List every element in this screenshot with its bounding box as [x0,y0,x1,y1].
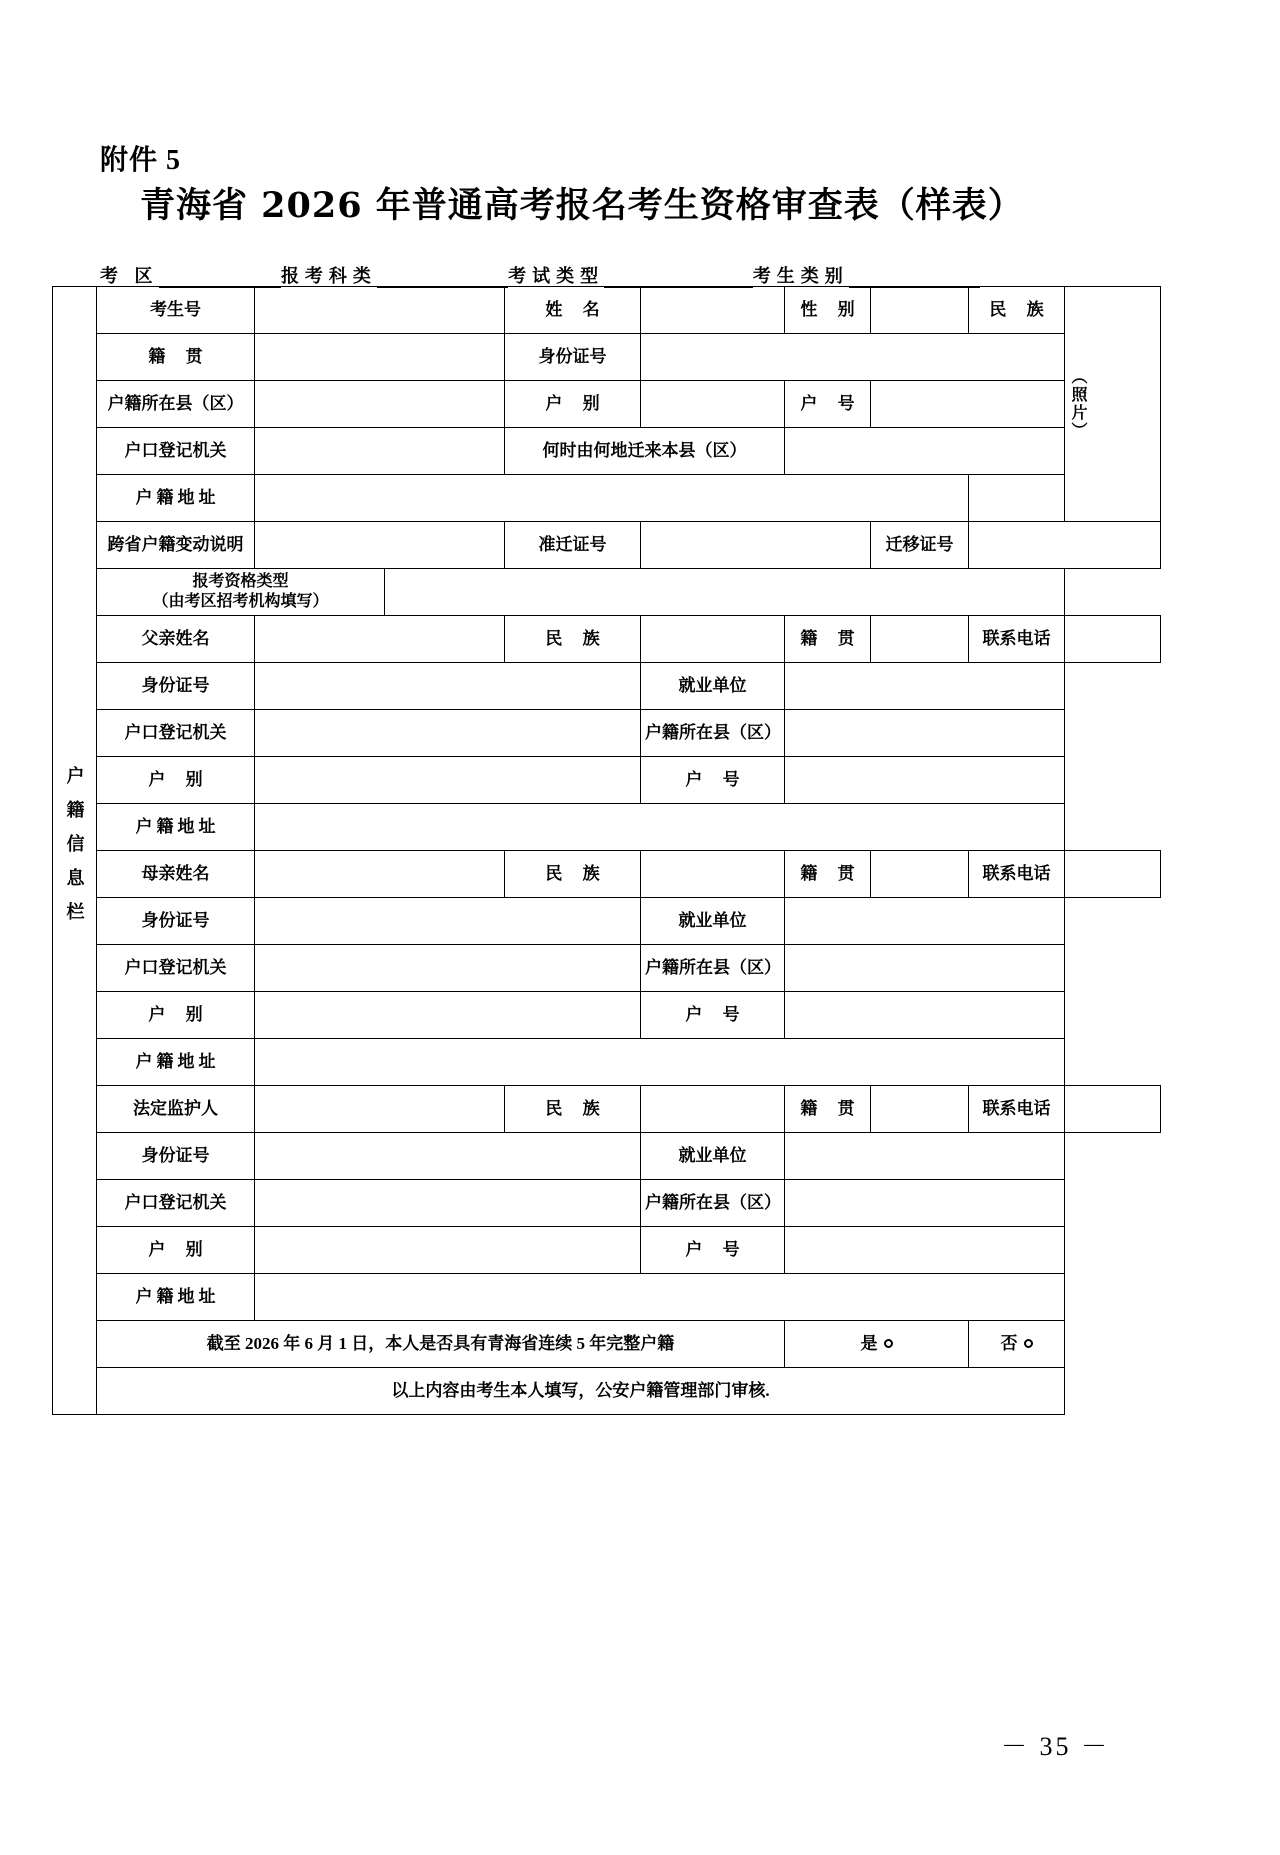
input-mother-id-number[interactable] [255,898,641,945]
label-mother-hukou-county: 户籍所在县（区） [641,945,785,992]
side-label-hukou-info [53,287,97,1415]
label-transfer-permit-number: 准迁证号 [505,522,641,569]
field-label-exam-type: 考试类型 [508,266,605,286]
label-father-employer: 就业单位 [641,663,785,710]
table-row [53,1227,1161,1274]
input-father-ethnicity[interactable] [641,616,785,663]
input-father-registry-office[interactable] [255,710,641,757]
field-label-subject-category: 报考科类 [280,266,377,286]
label-mother-name: 母亲姓名 [97,851,255,898]
input-mother-registry-office[interactable] [255,945,641,992]
label-father-ethnicity: 民 族 [505,616,641,663]
input-examinee-number[interactable] [255,287,505,334]
label-hukou-number: 户 号 [785,381,871,428]
photo-label: （照片） [1069,368,1086,440]
input-mother-hukou-type[interactable] [255,992,641,1039]
label-native-place: 籍 贯 [97,334,255,381]
input-hukou-county[interactable] [255,381,505,428]
label-mother-hukou-number: 户 号 [641,992,785,1039]
label-guardian-native-place: 籍 贯 [785,1086,871,1133]
label-guardian-hukou-county: 户籍所在县（区） [641,1180,785,1227]
label-guardian-id-number: 身份证号 [97,1133,255,1180]
input-guardian-hukou-type[interactable] [255,1227,641,1274]
label-father-registry-office: 户口登记机关 [97,710,255,757]
table-row [53,1274,1161,1321]
confirmation-yes-label: 是 [860,1334,878,1354]
table-row [53,710,1161,757]
radio-circle-icon[interactable] [884,1339,893,1348]
table-row [53,898,1161,945]
label-hukou-county: 户籍所在县（区） [97,381,255,428]
label-hukou-address: 户籍地址 [97,475,255,522]
label-guardian-hukou-type: 户 别 [97,1227,255,1274]
input-native-place[interactable] [255,334,505,381]
label-ethnicity: 民 族 [969,287,1065,334]
input-cross-province-change[interactable] [255,522,505,569]
label-registry-office: 户口登记机关 [97,428,255,475]
table-row [53,381,1161,428]
input-father-name[interactable] [255,616,505,663]
table-row [53,287,1161,334]
table-row [53,992,1161,1039]
field-label-exam-district: 考 区 [100,266,159,286]
input-guardian-name[interactable] [255,1086,505,1133]
input-migration-certificate-number[interactable] [969,522,1161,569]
input-mother-hukou-number[interactable] [785,992,1065,1039]
table-row [53,1133,1161,1180]
table-row [53,522,1161,569]
input-mother-name[interactable] [255,851,505,898]
input-mother-phone[interactable] [1065,851,1161,898]
qualification-review-table [52,286,1161,1415]
label-gender: 性 别 [785,287,871,334]
input-hukou-number[interactable] [871,381,1065,428]
input-guardian-hukou-address[interactable] [255,1274,1065,1321]
label-mother-phone: 联系电话 [969,851,1065,898]
input-guardian-phone[interactable] [1065,1086,1161,1133]
label-guardian-hukou-number: 户 号 [641,1227,785,1274]
label-guardian-employer: 就业单位 [641,1133,785,1180]
confirmation-yes-option[interactable] [785,1321,969,1368]
table-row [53,334,1161,381]
input-father-native-place[interactable] [871,616,969,663]
input-guardian-registry-office[interactable] [255,1180,641,1227]
table-row [53,475,1161,522]
label-guardian-ethnicity: 民 族 [505,1086,641,1133]
input-father-employer[interactable] [785,663,1065,710]
table-row [53,851,1161,898]
input-moved-in[interactable] [785,428,1065,475]
input-transfer-permit-number[interactable] [641,522,871,569]
label-guardian-registry-office: 户口登记机关 [97,1180,255,1227]
label-guardian-hukou-address: 户籍地址 [97,1274,255,1321]
table-row [53,1039,1161,1086]
table-row [53,569,1161,616]
label-mother-employer: 就业单位 [641,898,785,945]
input-registry-office[interactable] [255,428,505,475]
label-mother-ethnicity: 民 族 [505,851,641,898]
label-moved-in: 何时由何地迁来本县（区） [505,428,785,475]
label-mother-native-place: 籍 贯 [785,851,871,898]
input-name[interactable] [641,287,785,334]
page-number: － 35 － [1000,1732,1110,1761]
label-qualification-type [97,569,385,616]
input-hukou-address[interactable] [255,475,969,522]
input-mother-native-place[interactable] [871,851,969,898]
table-row [53,1321,1161,1368]
input-father-phone[interactable] [1065,616,1161,663]
confirmation-no-label: 否 [1000,1334,1018,1354]
label-qualification-type-line2: （由考区招考机构填写） [152,593,329,610]
label-id-number: 身份证号 [505,334,641,381]
input-mother-ethnicity[interactable] [641,851,785,898]
input-father-hukou-county[interactable] [785,710,1065,757]
field-label-candidate-category: 考生类别 [752,266,849,286]
input-mother-hukou-county[interactable] [785,945,1065,992]
input-mother-hukou-address[interactable] [255,1039,1065,1086]
input-guardian-hukou-county[interactable] [785,1180,1065,1227]
side-label-text: 户籍信息栏 [64,765,85,936]
label-father-native-place: 籍 贯 [785,616,871,663]
label-father-hukou-number: 户 号 [641,757,785,804]
label-mother-registry-office: 户口登记机关 [97,945,255,992]
label-mother-id-number: 身份证号 [97,898,255,945]
label-mother-hukou-address: 户籍地址 [97,1039,255,1086]
confirmation-question: 截至 2026 年 6 月 1 日，本人是否具有青海省连续 5 年完整户籍 [97,1321,785,1368]
label-migration-certificate-number: 迁移证号 [871,522,969,569]
input-father-hukou-number[interactable] [785,757,1065,804]
table-row [53,1368,1161,1415]
label-father-hukou-address: 户籍地址 [97,804,255,851]
table-row [53,616,1161,663]
radio-circle-icon[interactable] [1024,1339,1033,1348]
label-mother-hukou-type: 户 别 [97,992,255,1039]
table-row [53,428,1161,475]
table-row [53,945,1161,992]
label-cross-province-change: 跨省户籍变动说明 [97,522,255,569]
input-mother-employer[interactable] [785,898,1065,945]
label-qualification-type-line1: 报考资格类型 [192,573,289,590]
input-father-id-number[interactable] [255,663,641,710]
input-hukou-type[interactable] [641,381,785,428]
photo-placeholder [1065,287,1161,522]
table-row [53,757,1161,804]
label-father-hukou-type: 户 别 [97,757,255,804]
label-guardian-phone: 联系电话 [969,1086,1065,1133]
table-row [53,1180,1161,1227]
label-father-name: 父亲姓名 [97,616,255,663]
input-guardian-hukou-number[interactable] [785,1227,1065,1274]
label-father-phone: 联系电话 [969,616,1065,663]
label-guardian-name: 法定监护人 [97,1086,255,1133]
label-hukou-type: 户 别 [505,381,641,428]
table-row [53,804,1161,851]
label-name: 姓 名 [505,287,641,334]
attachment-number: 附件 5 [100,145,182,176]
input-guardian-ethnicity[interactable] [641,1086,785,1133]
table-row [53,1086,1161,1133]
label-father-hukou-county: 户籍所在县（区） [641,710,785,757]
label-examinee-number: 考生号 [97,287,255,334]
input-guardian-employer[interactable] [785,1133,1065,1180]
input-id-number[interactable] [641,334,1065,381]
confirmation-no-option[interactable] [969,1321,1065,1368]
page-title: 青海省 2026 年普通高考报名考生资格审查表（样表） [140,185,1024,226]
input-father-hukou-type[interactable] [255,757,641,804]
input-guardian-id-number[interactable] [255,1133,641,1180]
input-gender[interactable] [871,287,969,334]
input-father-hukou-address[interactable] [255,804,1065,851]
table-row [53,663,1161,710]
header-fill-in-line [100,262,980,288]
input-qualification-type[interactable] [385,569,1065,616]
label-father-id-number: 身份证号 [97,663,255,710]
form-footer-note: 以上内容由考生本人填写，公安户籍管理部门审核. [97,1368,1065,1415]
input-guardian-native-place[interactable] [871,1086,969,1133]
